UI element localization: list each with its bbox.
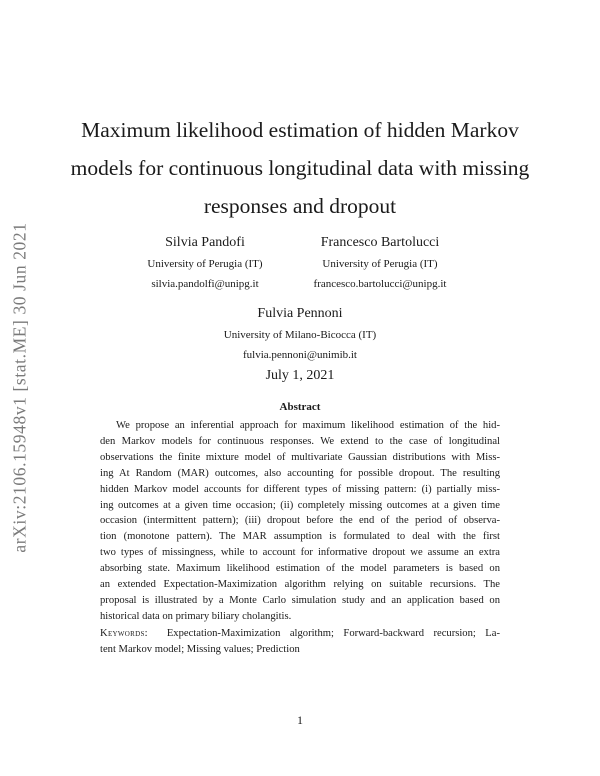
author-2 <box>300 234 460 294</box>
abstract-line: tion (monotone pattern). The MAR assumption is formulated to deal with the first <box>100 531 500 543</box>
title-line: Maximum likelihood estimation of hidden Markov <box>81 118 519 142</box>
abstract-body <box>100 418 500 625</box>
title-line: responses and dropout <box>203 194 397 218</box>
abstract-line: hidden Markov model accounts for different types of missing pattern: (i) partially miss- <box>100 483 500 495</box>
keywords-block <box>100 626 500 658</box>
author-name: Francesco Bartolucci <box>320 235 440 250</box>
abstract-line: historical data on primary biliary cholangitis. <box>100 610 292 622</box>
author-name: Fulvia Pennoni <box>257 306 343 321</box>
arxiv-sidebar-stamp <box>7 205 33 570</box>
author-name: Silvia Pandofi <box>165 235 245 250</box>
author-3 <box>200 305 400 365</box>
page-number: 1 <box>297 713 303 727</box>
title-line: models for continuous longitudinal data with missing <box>70 156 530 180</box>
keywords-line <box>100 626 500 642</box>
abstract-line: ing outcomes at a given time occasion; (ii) completely missing outcomes at a given time <box>100 499 500 511</box>
author-email: francesco.bartolucci@unipg.it <box>313 278 447 290</box>
abstract-line: observations the finite mixture model of multivariate Gaussian distributions with Miss- <box>100 451 500 463</box>
abstract-line: ing At Random (MAR) outcomes, also accounting for possible dropout. The resulting <box>100 467 500 479</box>
author-email: silvia.pandolfi@unipg.it <box>151 278 259 290</box>
abstract-line: two types of missingness, while to account for informative dropout we assume an extra <box>100 547 500 559</box>
abstract-line: an extended Expectation-Maximization algorithm relying on suitable recursions. The <box>100 579 500 591</box>
keywords-label: Keywords: <box>100 628 148 639</box>
abstract-line: proposal is illustrated by a Monte Carlo simulation study and an application based on <box>100 594 500 606</box>
abstract-heading: Abstract <box>279 401 321 413</box>
abstract-line: absorbing state. Maximum likelihood estimation of the model parameters is based on <box>100 563 500 575</box>
author-affiliation: University of Perugia (IT) <box>147 258 263 270</box>
author-affiliation: University of Perugia (IT) <box>322 258 438 270</box>
keywords-line: tent Markov model; Missing values; Prediction <box>100 643 300 655</box>
author-1 <box>130 234 280 294</box>
publication-date: July 1, 2021 <box>265 368 335 383</box>
keywords-text: Expectation-Maximization algorithm; Forward-backward recursion; La- <box>166 628 501 639</box>
author-affiliation: University of Milano-Bicocca (IT) <box>223 329 377 341</box>
paper-title <box>60 111 540 225</box>
abstract-line: occasion (intermittent pattern); (iii) dropout before the end of the period of observa- <box>100 515 500 527</box>
abstract-line: We propose an inferential approach for maximum likelihood estimation of the hid- <box>116 420 500 431</box>
abstract-line: den Markov models for continuous responses. We extend to the case of longitudinal <box>100 435 500 447</box>
author-email: fulvia.pennoni@unimib.it <box>242 349 357 361</box>
arxiv-identifier: arXiv:2106.15948v1 [stat.ME] 30 Jun 2021 <box>9 222 30 553</box>
